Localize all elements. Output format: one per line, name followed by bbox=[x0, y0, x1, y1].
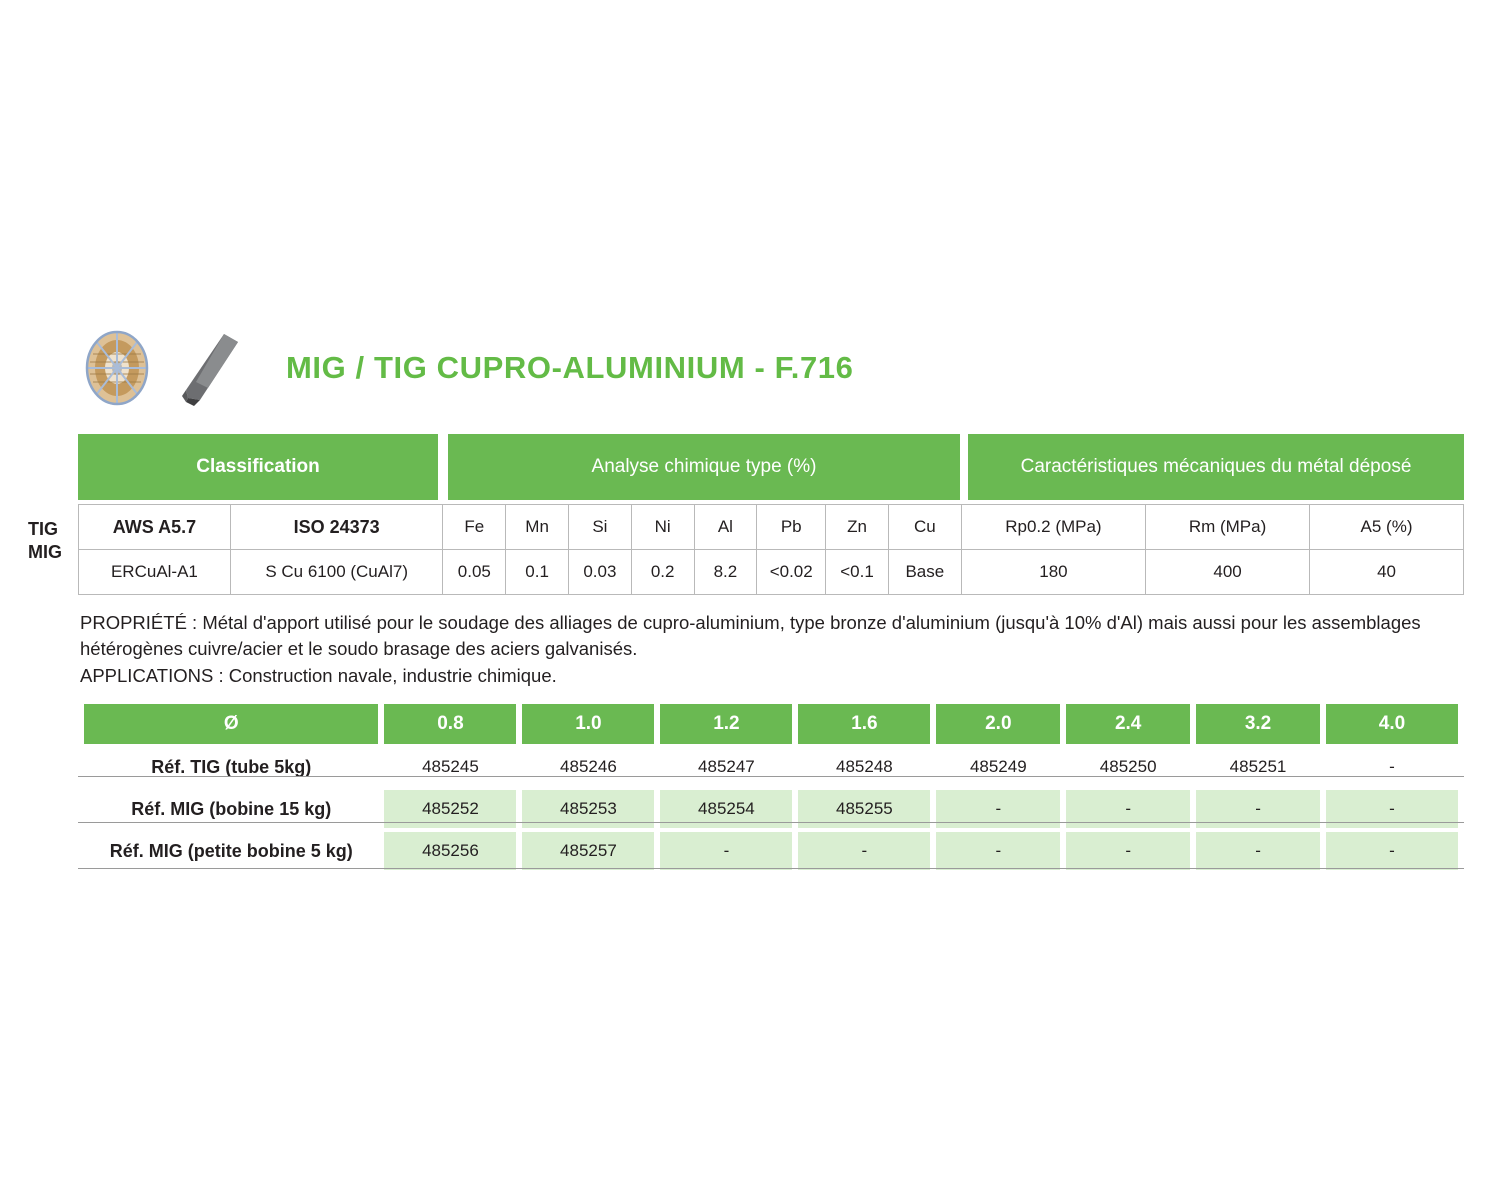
ref-mig15-7: - bbox=[1326, 790, 1458, 828]
ref-tig-0: 485245 bbox=[422, 757, 479, 776]
section-band-row bbox=[78, 434, 1464, 500]
cell-value-zn: <0.1 bbox=[826, 550, 889, 595]
ref-tig-7: - bbox=[1389, 757, 1395, 776]
ref-mig5-1: 485257 bbox=[522, 832, 654, 870]
diameter-3: 1.6 bbox=[798, 704, 930, 744]
process-label-tig: TIG bbox=[28, 519, 58, 539]
cell-header-rp02: Rp0.2 (MPa) bbox=[961, 505, 1145, 550]
cell-value-iso: S Cu 6100 (CuAl7) bbox=[230, 550, 443, 595]
cell-value-cu: Base bbox=[888, 550, 961, 595]
row-label-ref-mig-15kg: Réf. MIG (bobine 15 kg) bbox=[131, 798, 332, 819]
cell-header-cu: Cu bbox=[888, 505, 961, 550]
welding-rod-icon bbox=[168, 328, 260, 408]
cell-header-al: Al bbox=[694, 505, 757, 550]
ref-tig-5: 485250 bbox=[1099, 757, 1157, 776]
cell-header-si: Si bbox=[569, 505, 632, 550]
cell-header-fe: Fe bbox=[443, 505, 506, 550]
table-row-ref-mig-5kg bbox=[84, 832, 1458, 870]
cell-value-rm: 400 bbox=[1146, 550, 1310, 595]
cell-header-mn: Mn bbox=[506, 505, 569, 550]
diameter-5: 2.4 bbox=[1066, 704, 1190, 744]
wire-spool-icon bbox=[78, 329, 156, 407]
cell-header-a5: A5 (%) bbox=[1310, 505, 1464, 550]
ref-mig15-5: - bbox=[1066, 790, 1190, 828]
cell-header-iso: ISO 24373 bbox=[230, 505, 443, 550]
diameter-2: 1.2 bbox=[660, 704, 792, 744]
cell-value-mn: 0.1 bbox=[506, 550, 569, 595]
ref-mig5-2: - bbox=[660, 832, 792, 870]
ref-mig15-3: 485255 bbox=[798, 790, 930, 828]
diameter-4: 2.0 bbox=[936, 704, 1060, 744]
ref-tig-3: 485248 bbox=[836, 757, 893, 776]
property-text: Métal d'apport utilisé pour le soudage des alliages de cupro-aluminium, type bronze d'aluminium (jusqu'à 10% d'Al) mais aussi pour les assemblages hétérogènes cuivre/acier et le soudo brasage des aciers galvanisés. bbox=[80, 612, 1421, 660]
ref-mig15-6: - bbox=[1196, 790, 1320, 828]
band-caracteristiques-mecaniques: Caractéristiques mécaniques du métal déposé bbox=[968, 434, 1464, 500]
band-analyse-chimique: Analyse chimique type (%) bbox=[448, 434, 960, 500]
diameter-header-row bbox=[84, 704, 1458, 744]
diameter-6: 3.2 bbox=[1196, 704, 1320, 744]
applications-line bbox=[80, 663, 1470, 689]
ref-mig5-3: - bbox=[798, 832, 930, 870]
table-row-values bbox=[79, 550, 1464, 595]
cell-value-si: 0.03 bbox=[569, 550, 632, 595]
ref-mig15-1: 485253 bbox=[522, 790, 654, 828]
diameter-0: 0.8 bbox=[384, 704, 516, 744]
cell-value-a5: 40 bbox=[1310, 550, 1464, 595]
cell-value-aws: ERCuAl-A1 bbox=[79, 550, 231, 595]
band-classification: Classification bbox=[78, 434, 438, 500]
ref-tig-4: 485249 bbox=[969, 757, 1027, 776]
cell-header-zn: Zn bbox=[826, 505, 889, 550]
divider-middle bbox=[78, 822, 1464, 823]
applications-text: Construction navale, industrie chimique. bbox=[223, 664, 557, 686]
diameter-1: 1.0 bbox=[522, 704, 654, 744]
row-label-ref-mig-5kg: Réf. MIG (petite bobine 5 kg) bbox=[109, 840, 353, 861]
cell-value-fe: 0.05 bbox=[443, 550, 506, 595]
ref-tig-6: 485251 bbox=[1229, 757, 1287, 776]
diameter-reference-table bbox=[78, 700, 1464, 874]
process-label-mig: MIG bbox=[28, 541, 62, 562]
ref-mig15-4: - bbox=[936, 790, 1060, 828]
ref-mig5-5: - bbox=[1066, 832, 1190, 870]
cell-header-rm: Rm (MPa) bbox=[1146, 505, 1310, 550]
page-header bbox=[78, 318, 1458, 418]
diameter-7: 4.0 bbox=[1326, 704, 1458, 744]
row-label-ref-tig: Réf. TIG (tube 5kg) bbox=[151, 756, 312, 777]
cell-value-al: 8.2 bbox=[694, 550, 757, 595]
ref-mig5-7: - bbox=[1326, 832, 1458, 870]
ref-mig15-0: 485252 bbox=[384, 790, 516, 828]
cell-header-ni: Ni bbox=[631, 505, 694, 550]
cell-header-pb: Pb bbox=[757, 505, 826, 550]
divider-top bbox=[78, 776, 1464, 777]
process-label bbox=[28, 518, 76, 563]
table-row-ref-tig bbox=[84, 748, 1458, 786]
ref-mig5-6: - bbox=[1196, 832, 1320, 870]
cell-value-pb: <0.02 bbox=[757, 550, 826, 595]
ref-tig-1: 485246 bbox=[560, 757, 617, 776]
page-title: MIG / TIG CUPRO-ALUMINIUM - F.716 bbox=[286, 350, 854, 385]
diameter-symbol: Ø bbox=[84, 704, 378, 744]
property-label: PROPRIÉTÉ : bbox=[80, 612, 198, 633]
cell-value-rp02: 180 bbox=[961, 550, 1145, 595]
cell-value-ni: 0.2 bbox=[631, 550, 694, 595]
ref-tig-2: 485247 bbox=[698, 757, 755, 776]
cell-header-aws: AWS A5.7 bbox=[79, 505, 231, 550]
applications-label: APPLICATIONS : bbox=[80, 664, 224, 686]
ref-mig15-2: 485254 bbox=[660, 790, 792, 828]
ref-mig5-0: 485256 bbox=[384, 832, 516, 870]
table-row-headers bbox=[79, 505, 1464, 550]
divider-bottom bbox=[78, 868, 1464, 869]
properties-block bbox=[80, 610, 1470, 689]
specification-table bbox=[78, 504, 1464, 595]
ref-mig5-4: - bbox=[936, 832, 1060, 870]
